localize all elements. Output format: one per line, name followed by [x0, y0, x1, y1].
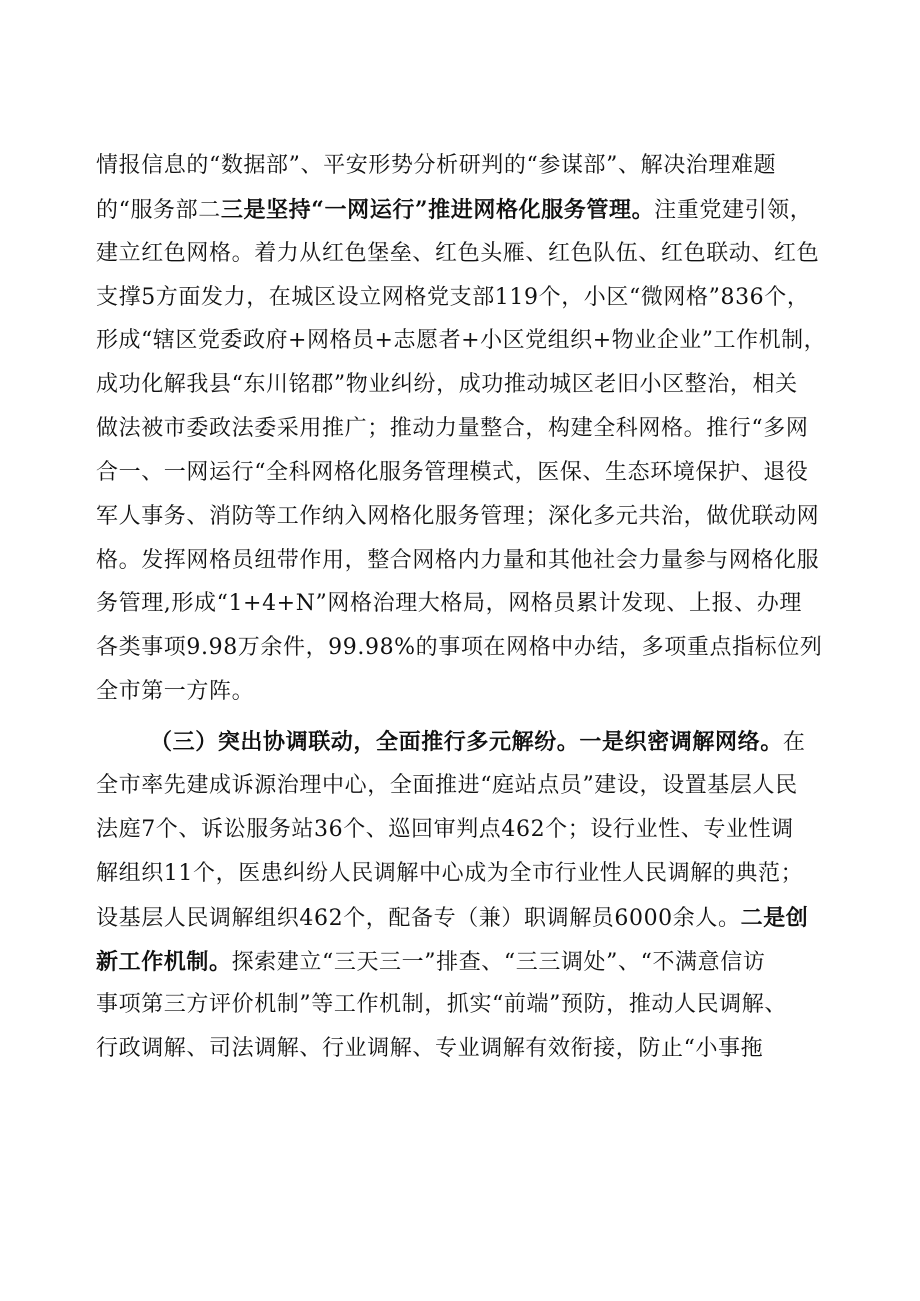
line-text: 格。发挥网格员纽带作用，整合网格内力量和其他社会力量参与网格化服: [96, 548, 820, 573]
bold-heading: 二是创: [740, 905, 809, 931]
text-line: [96, 854, 826, 894]
line-text: 做法被市委政法委采用推广；推动力量整合，构建全科网格。推行“多网: [96, 416, 809, 441]
line-text: 支撑5方面发力，在城区设立网格党支部119个，小区“微网格”836个，: [96, 285, 810, 310]
text-line: [96, 321, 826, 361]
line-text: 形成“辖区党委政府+网格员+志愿者+小区党组织+物业企业”工作机制，: [96, 328, 826, 353]
line-text: 在: [782, 730, 806, 755]
bold-heading: 三是坚持“一网运行”推进网格化服务管理。: [220, 197, 655, 223]
text-line: [96, 810, 826, 850]
line-text: 全市第一方阵。: [96, 679, 255, 704]
text-line: [96, 497, 826, 537]
text-line: [96, 942, 826, 982]
line-text: 注重党建引领，: [654, 198, 813, 223]
text-line: [96, 365, 826, 405]
line-text: 的“服务部二: [96, 198, 221, 223]
line-text: 务管理,形成“1+4+N”网格治理大格局，网格员累计发现、上报、办理: [96, 591, 803, 616]
line-text: 探索建立“三天三一”排查、“三三调处”、“不满意信访: [231, 950, 766, 975]
bold-heading: （三）突出协调联动，全面推行多元解纷。一是织密调解网络。: [150, 729, 783, 755]
line-text: 各类事项9.98万余件，99.98%的事项在网格中办结，多项重点指标位列: [96, 635, 823, 660]
line-text: 事项第三方评价机制”等工作机制，抓实“前端”预防，推动人民调解、: [96, 992, 787, 1017]
line-text: 设基层人民调解组织462个，配备专（兼）职调解员6000余人。: [96, 906, 741, 931]
line-text: 成功化解我县“东川铭郡”物业纠纷，成功推动城区老旧小区整治，相关: [96, 372, 798, 397]
text-line: [96, 628, 826, 668]
text-line: [96, 541, 826, 581]
bold-heading: 新工作机制。: [96, 949, 232, 975]
line-text: 合一、一网运行“全科网格化服务管理模式，医保、生态环境保护、退役: [96, 460, 809, 485]
text-line: [96, 190, 826, 230]
text-line: [96, 1029, 826, 1069]
line-text: 行政调解、司法调解、行业调解、专业调解有效衔接，防止“小事拖: [96, 1036, 764, 1061]
text-line: [96, 234, 826, 274]
line-text: 建立红色网格。着力从红色堡垒、红色头雁、红色队伍、红色联动、红色: [96, 241, 820, 266]
line-text: 军人事务、消防等工作纳入网格化服务管理；深化多元共治，做优联动网: [96, 504, 820, 529]
text-line: [96, 898, 826, 938]
line-text: 情报信息的“数据部”、平安形势分析研判的“参谋部”、解决治理难题: [96, 153, 777, 178]
text-line: [96, 584, 826, 624]
text-line: [150, 722, 826, 762]
text-line: [96, 672, 826, 712]
line-text: 全市率先建成诉源治理中心，全面推进“庭站点员”建设，设置基层人民: [96, 773, 798, 798]
text-line: [96, 278, 826, 318]
text-line: [96, 409, 826, 449]
text-line: [96, 766, 826, 806]
text-line: [96, 985, 826, 1025]
text-line: [96, 146, 826, 186]
line-text: 解组织11个，医患纠纷人民调解中心成为全市行业性人民调解的典范；: [96, 861, 804, 886]
text-line: [96, 453, 826, 493]
line-text: 法庭7个、诉讼服务站36个、巡回审判点462个；设行业性、专业性调: [96, 817, 794, 842]
